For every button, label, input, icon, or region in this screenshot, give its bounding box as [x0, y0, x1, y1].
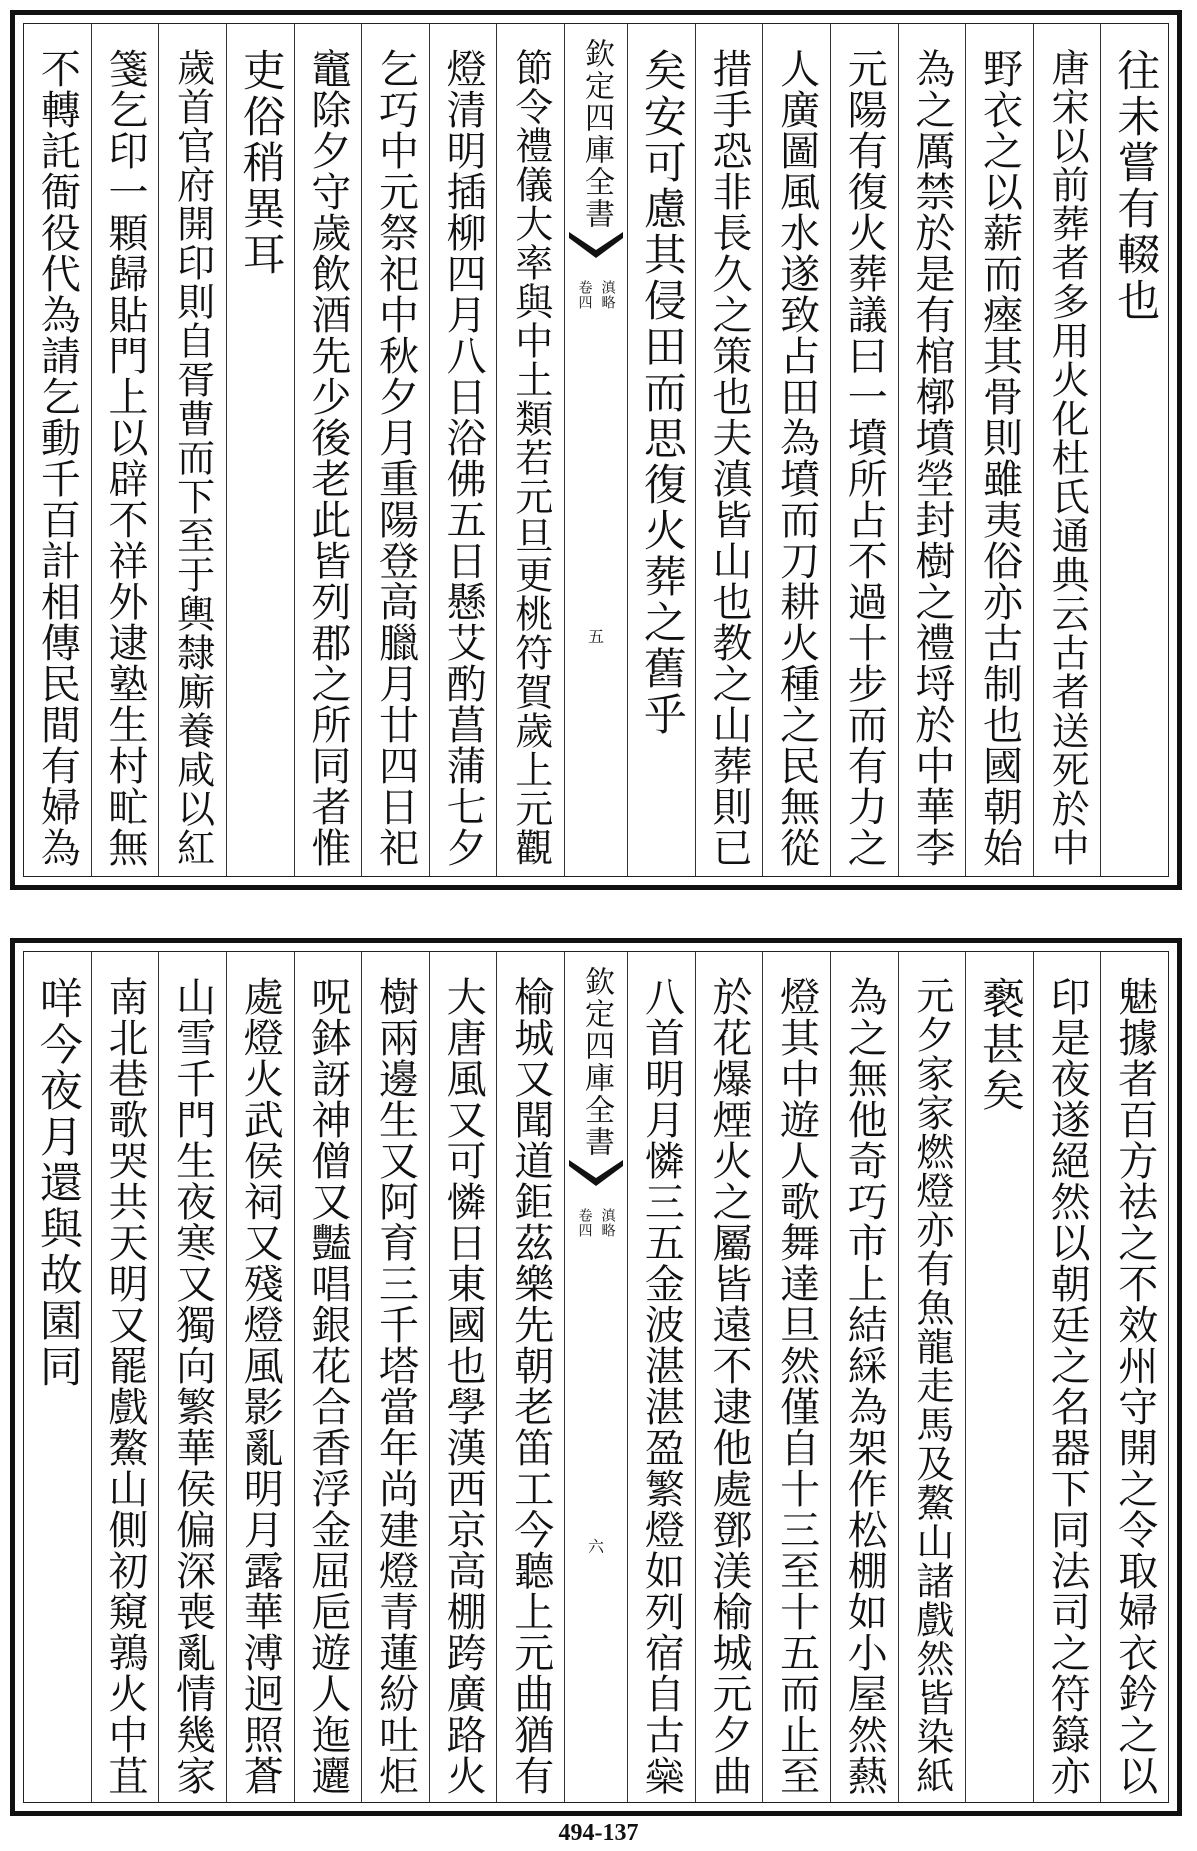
column-text: 魅據者百方祛之不效州守開之令取婦衣鈐之以 — [1111, 976, 1158, 1796]
chapter-label: 卷四 — [576, 1208, 593, 1238]
text-column — [91, 24, 159, 876]
leaf-number: 五 — [587, 627, 605, 646]
column-text: 褻甚矣 — [974, 976, 1025, 1114]
fish-tail-icon — [569, 1160, 623, 1188]
book-title: 欽定四庫全書 — [579, 966, 614, 1158]
column-text: 往未嘗有輟也 — [1110, 48, 1161, 324]
text-column — [91, 952, 159, 1802]
text-column — [226, 24, 294, 876]
column-text: 竈除夕守歲飲酒先少後老此皆列郡之所同者惟 — [304, 48, 351, 868]
column-text: 燈清明插柳四月八日浴佛五日懸艾酌菖蒲七夕 — [440, 48, 487, 868]
column-text: 於花爆煙火之屬皆遠不逮他處鄧渼榆城元夕曲 — [705, 976, 752, 1796]
text-column — [24, 24, 91, 876]
text-column — [429, 24, 497, 876]
text-column — [627, 952, 695, 1802]
column-text: 呪鉢訝神僧又豔唱銀花合香浮金屈巵遊人迤邐 — [304, 976, 351, 1796]
text-column — [429, 952, 497, 1802]
text-column — [762, 952, 830, 1802]
text-column — [830, 24, 898, 876]
text-column — [1100, 24, 1168, 876]
page-bottom-frame — [23, 951, 1169, 1803]
text-column — [965, 24, 1033, 876]
column-text: 吏俗稍異耳 — [235, 48, 286, 278]
column-text: 咩今夜月還與故園同 — [32, 976, 83, 1390]
column-text: 山雪千門生夜寒又獨向繁華侯偏深喪亂情幾家 — [169, 976, 216, 1796]
text-column — [496, 952, 564, 1802]
volume-label — [575, 280, 618, 310]
text-column — [627, 24, 695, 876]
column-text: 為之厲禁於是有棺槨墳塋封樹之禮埒於中華李 — [908, 48, 955, 868]
volume-label — [575, 1208, 618, 1238]
text-column — [158, 24, 226, 876]
text-column — [496, 24, 564, 876]
column-text: 乞巧中元祭祀中秋夕月重陽登高臘月廿四日祀 — [372, 48, 419, 868]
chapter-label: 卷四 — [576, 280, 593, 310]
book-title: 欽定四庫全書 — [579, 38, 614, 230]
column-text: 矣安可慮其侵田而思復火葬之舊乎 — [636, 48, 687, 738]
column-text: 大唐風又可憐日東國也學漢西京高棚跨廣路火 — [440, 976, 487, 1796]
book-short-title: 滇略 — [599, 280, 616, 310]
column-text: 節令禮儀大率與中土類若元旦更桃符賀歲上元觀 — [508, 48, 553, 867]
text-column — [830, 952, 898, 1802]
text-column — [361, 952, 429, 1802]
column-text: 元夕家家燃燈亦有魚龍走馬及鰲山諸戲然皆染紙 — [909, 976, 954, 1795]
text-column — [762, 24, 830, 876]
page-top-columns — [24, 24, 1168, 876]
center-fold — [564, 24, 627, 876]
text-column — [294, 24, 362, 876]
page-bottom — [10, 938, 1182, 1816]
text-column — [294, 952, 362, 1802]
text-column — [226, 952, 294, 1802]
page-bottom-columns — [24, 952, 1168, 1802]
fish-tail-icon — [569, 232, 623, 260]
text-column — [24, 952, 91, 1802]
column-text: 為之無他奇巧市上結綵為架作松棚如小屋然爇 — [841, 976, 888, 1796]
page-reference-number: 494-137 — [558, 1820, 639, 1846]
book-short-title: 滇略 — [599, 1208, 616, 1238]
column-text: 野衣之以薪而瘞其骨則雖夷俗亦古制也國朝始 — [976, 48, 1023, 868]
column-text: 元陽有復火葬議曰一墳所占不過十步而有力之 — [841, 48, 888, 868]
text-column — [361, 24, 429, 876]
text-column — [695, 952, 763, 1802]
text-column — [1033, 24, 1101, 876]
text-column — [695, 24, 763, 876]
column-text: 措手恐非長久之策也夫滇皆山也教之山葬則已 — [705, 48, 752, 868]
column-text: 榆城又聞道鉅茲樂先朝老笛工今聽上元曲猶有 — [507, 976, 554, 1796]
text-column — [1100, 952, 1168, 1802]
text-column — [1033, 952, 1101, 1802]
column-text: 南北巷歌哭共天明又罷戲鰲山側初窺鶉火中苴 — [101, 976, 148, 1796]
column-text: 樹兩邊生又阿育三千塔當年尚建燈青蓮紛吐炬 — [372, 976, 419, 1796]
column-text: 八首明月憐三五金波湛湛盈繁燈如列宿自古橤 — [638, 976, 685, 1796]
center-fold — [564, 952, 627, 1802]
leaf-number: 六 — [587, 1537, 605, 1556]
column-text: 不轉託衙役代為請乞動千百計相傳民間有婦為 — [34, 48, 81, 868]
column-text: 箋乞印一顆歸貼門上以辟不祥外逮塾生村甿無 — [101, 48, 148, 868]
text-column — [158, 952, 226, 1802]
column-text: 人廣圖風水遂致占田為墳而刀耕火種之民無從 — [773, 48, 820, 868]
text-column — [898, 24, 966, 876]
text-column — [898, 952, 966, 1802]
column-text: 燈其中遊人歌舞達旦然僅自十三至十五而止至 — [773, 976, 820, 1796]
column-text: 唐宋以前葬者多用火化杜氏通典云古者送死於中 — [1045, 48, 1090, 867]
column-text: 印是夜遂絕然以朝廷之名器下同法司之符籙亦 — [1044, 976, 1091, 1796]
page-top-frame — [23, 23, 1169, 877]
column-text: 歲首官府開印則自胥曹而下至于輿隸廝養咸以紅 — [170, 48, 215, 867]
page-top — [10, 10, 1182, 890]
text-column — [965, 952, 1033, 1802]
column-text: 處燈火武侯祠又殘燈風影亂明月露華溥迥照蒼 — [237, 976, 284, 1796]
